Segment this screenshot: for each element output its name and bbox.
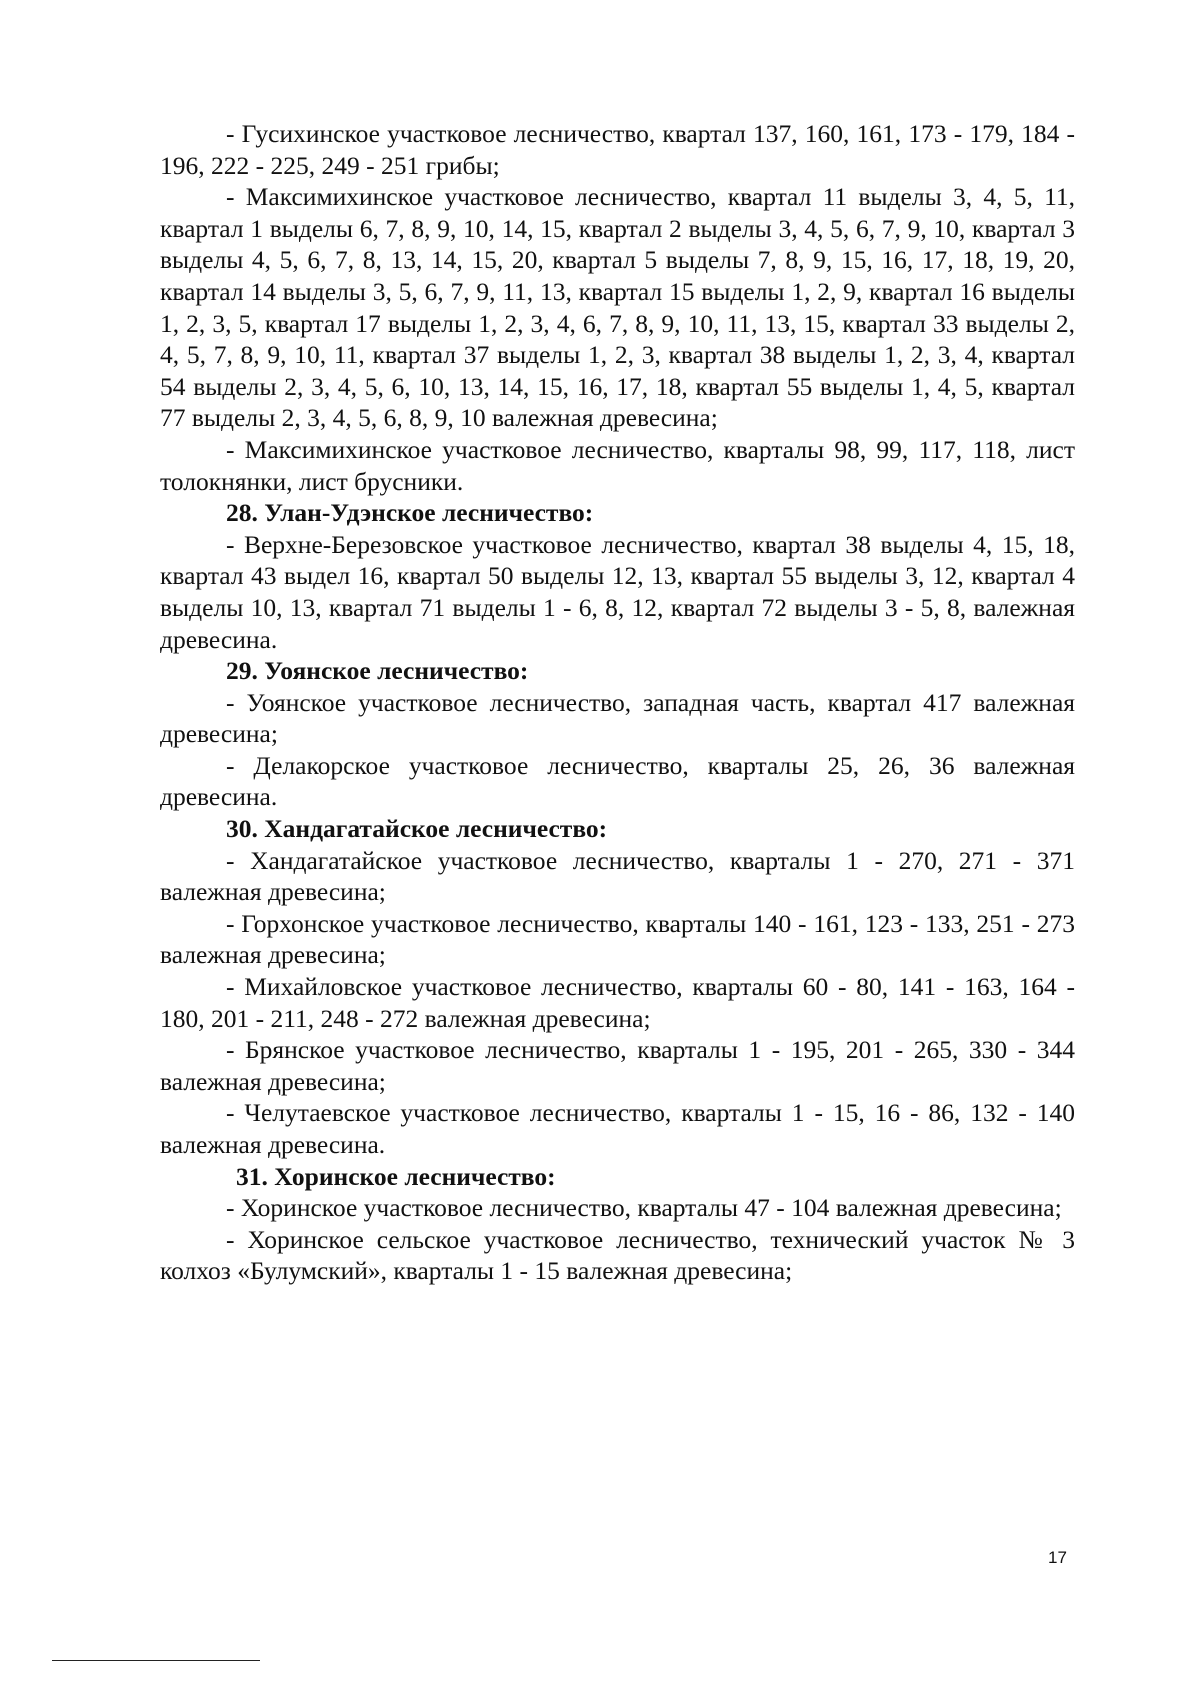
section-item: - Михайловское участковое лесничество, кварталы 60 - 80, 141 - 163, 164 - 180, 201 - 211, 248 - 272 валежная древесина; — [160, 972, 1075, 1033]
section-item: - Хоринское участковое лесничество, кварталы 47 - 104 валежная древесина; — [226, 1193, 1062, 1223]
section-30 — [160, 813, 1075, 1161]
section-item: - Хандагатайское участковое лесничество, кварталы 1 - 270, 271 - 371 валежная древесина; — [160, 845, 1075, 907]
section-28 — [160, 497, 1075, 655]
section-item: - Брянское участковое лесничество, кварталы 1 - 195, 201 - 265, 330 - 344 валежная древесина; — [160, 1035, 1075, 1096]
section-item: - Верхне-Березовское участковое лесничество, квартал 38 выделы 4, 15, 18, квартал 43 выдел 16, квартал 50 выделы 12, 13, квартал 55 выделы 3, 12, квартал 4 выделы 10, 13, квартал 71 выделы 1 - 6, 8, 12, квартал 72 выделы 3 - 5, 8, валежная древесина. — [160, 529, 1075, 654]
section-item: - Челутаевское участковое лесничество, кварталы 1 - 15, 16 - 86, 132 - 140 валежная древесина. — [160, 1098, 1075, 1159]
paragraph-gusikhinskoe: - Гусихинское участковое лесничество, квартал 137, 160, 161, 173 - 179, 184 - 196, 222 - 225, 249 - 251 грибы; — [160, 119, 1075, 180]
footnote-divider — [52, 1660, 260, 1661]
section-heading: 31. Хоринское лесничество: — [236, 1161, 556, 1191]
document-body — [160, 118, 1075, 1287]
section-31 — [160, 1161, 1075, 1287]
section-item: - Горхонское участковое лесничество, кварталы 140 - 161, 123 - 133, 251 - 273 валежная древесина; — [160, 908, 1075, 970]
paragraph-maksimikhinskoe-vyDely: - Максимихинское участковое лесничество, квартал 11 выделы 3, 4, 5, 11, квартал 1 выделы 6, 7, 8, 9, 10, 14, 15, квартал 2 выделы 3, 4, 5, 6, 7, 9, 10, квартал 3 выделы 4, 5, 6, 7, 8, 13, 14, 15, 20, квартал 5 выделы 7, 8, 9, 15, 16, 17, 18, 19, 20, квартал 14 выделы 3, 5, 6, 7, 9, 11, 13, квартал 15 выделы 1, 2, 9, квартал 16 выделы 1, 2, 3, 5, квартал 17 выделы 1, 2, 3, 4, 6, 7, 8, 9, 10, 11, 13, 15, квартал 33 выделы 2, 4, 5, 7, 8, 9, 10, 11, квартал 37 выделы 1, 2, 3, квартал 38 выделы 1, 2, 3, 4, квартал 54 выделы 2, 3, 4, 5, 6, 10, 13, 14, 15, 16, 17, 18, квартал 55 выделы 1, 4, 5, квартал 77 выделы 2, 3, 4, 5, 6, 8, 9, 10 валежная древесина; — [160, 182, 1075, 433]
section-item: - Хоринское сельское участковое лесничество, технический участок № 3 колхоз «Булумский», кварталы 1 - 15 валежная древесина; — [160, 1224, 1075, 1286]
section-item: - Уоянское участковое лесничество, западная часть, квартал 417 валежная древесина; — [160, 687, 1075, 749]
section-heading: 29. Уоянское лесничество: — [226, 656, 529, 686]
section-heading: 30. Хандагатайское лесничество: — [226, 814, 608, 844]
page-number: 17 — [1048, 1548, 1067, 1567]
section-29 — [160, 655, 1075, 813]
paragraph-maksimikhinskoe-kvartaly: - Максимихинское участковое лесничество, кварталы 98, 99, 117, 118, лист толокнянки, лист брусники. — [160, 434, 1075, 496]
section-heading: 28. Улан-Удэнское лесничество: — [226, 498, 594, 528]
section-item: - Делакорское участковое лесничество, кварталы 25, 26, 36 валежная древесина. — [160, 750, 1075, 812]
